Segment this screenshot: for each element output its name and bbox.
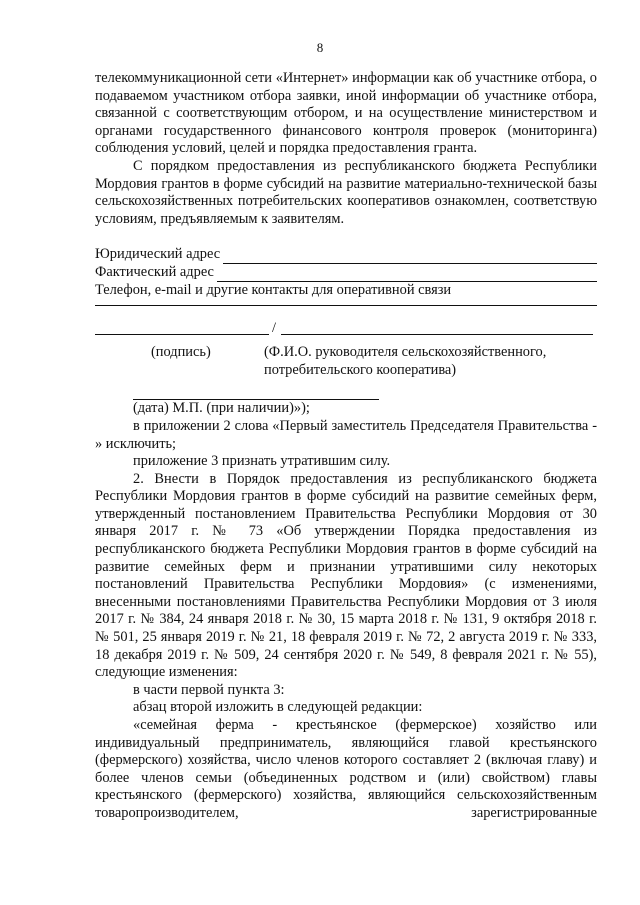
paragraph-appendix-2: в приложении 2 слова «Первый заместитель Председателя Правительства - » исключить; <box>95 417 597 452</box>
contacts-label: Телефон, e-mail и другие контакты для оперативной связи <box>95 281 452 298</box>
paragraph-consent-continuation: телекоммуникационной сети «Интернет» информации как об участнике отбора, о подаваемом участником отбора заявки, иной информации об участнике отбора, связанной с соответствующим отбором, и на осуществление министерством и органами государственного финансового контроля проверок (мониторинга) соблюдения условий, целей и порядка предоставления гранта. <box>95 70 597 157</box>
paragraph-new-wording: абзац второй изложить в следующей редакции: <box>133 699 423 716</box>
legal-address-line <box>223 250 597 264</box>
paragraph-amendments: 2. Внести в Порядок предоставления из республиканского бюджета Республики Мордовия грантов в форме субсидий на развитие семейных ферм, утвержденный постановлением Правительства Республики Мордовия от 30 января 2017 г. № 73 «Об утверждении Порядка предоставления из республиканского бюджета Республики Мордовия грантов в форме субсидий на развитие семейных ферм и признании утратившими силу некоторых постановлений Правительства Республики Мордовия» (с изменениями, внесенными постановлениями Правительства Республики Мордовия от 3 июля 2017 г. № 384, 24 января 2018 г. № 30, 15 марта 2018 г. № 131, 9 октября 2018 г. № 501, 25 января 2019 г. № 21, 18 февраля 2019 г. № 72, 2 августа 2019 г. № 333, 18 декабря 2019 г. № 509, 24 сентября 2020 г. № 549, 8 февраля 2021 г. № 55), следующие изменения: <box>95 470 597 681</box>
signature-caption: (подпись) <box>151 344 211 361</box>
paragraph-family-farm-definition: «семейная ферма - крестьянское (фермерское) хозяйство или индивидуальный предприниматель, являющийся главой крестьянского (фермерского) хозяйства, число членов которого составляет 2 (включая главу) и более членов семьи (объединенных родством и (или) свойством) главы крестьянского (фермерского) хозяйства, являющийся сельскохозяйственным товаропроизводителем, зарегистрированные <box>95 717 597 821</box>
paragraph-clause-3: в части первой пункта 3: <box>133 681 285 698</box>
legal-address-label: Юридический адрес <box>95 246 221 263</box>
actual-address-label: Фактический адрес <box>95 263 214 280</box>
legal-address-field <box>95 246 597 264</box>
contacts-line <box>95 299 597 306</box>
actual-address-field <box>95 264 597 282</box>
date-line <box>133 385 379 400</box>
name-caption: (Ф.И.О. руководителя сельскохозяйственного, потребительского кооператива) <box>264 344 547 378</box>
signature-line <box>95 334 269 335</box>
actual-address-line <box>217 268 597 282</box>
document-body <box>95 70 597 823</box>
signature-separator: / <box>272 320 276 337</box>
signature-captions <box>95 344 597 379</box>
paragraph-appendix-3: приложение 3 признать утратившим силу. <box>133 453 391 470</box>
date-stamp-caption: (дата) М.П. (при наличии)»); <box>133 400 310 417</box>
paragraph-acknowledgement: С порядком предоставления из республиканского бюджета Республики Мордовия грантов в форме субсидий на развитие материально-технической базы сельскохозяйственных потребительских кооперативов ознакомлен, соответствую условиям, предъявляемым к заявителям. <box>95 157 597 227</box>
name-line <box>281 334 593 335</box>
signature-lines <box>95 320 597 344</box>
page-number: 8 <box>316 40 324 55</box>
